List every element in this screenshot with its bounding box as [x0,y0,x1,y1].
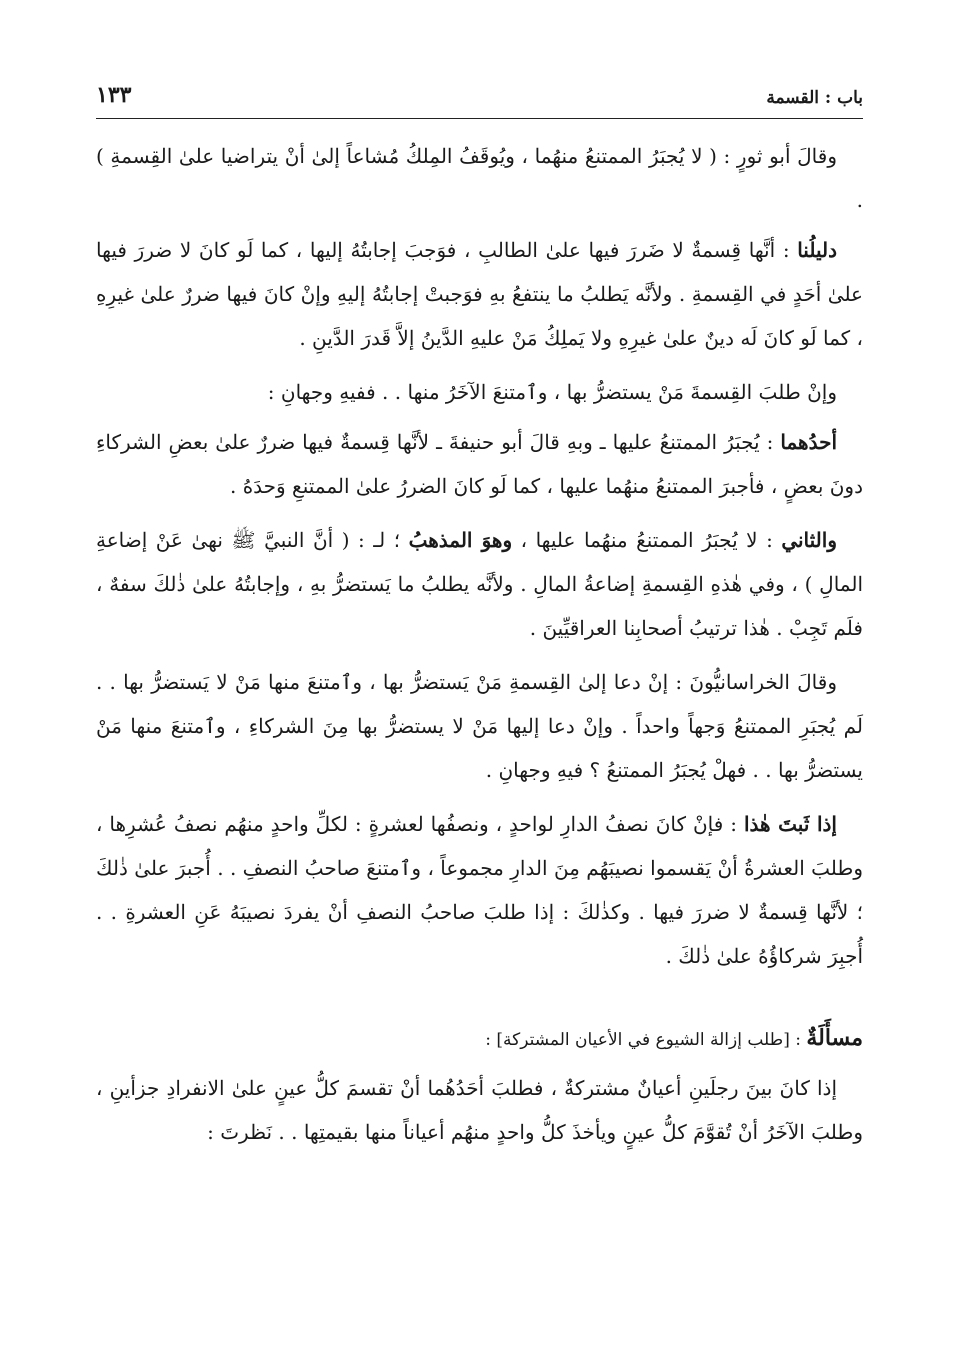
paragraph-lead: أحدُهما [780,430,837,454]
paragraph-text: وقالَ أبو ثورٍ : ( لا يُجبَرُ الممتنعُ منهُما ، ويُوقَفُ المِلكُ مُشاعاً إلىٰ أنْ يتراضيا علىٰ القِسمةِ ) . [96,144,863,212]
paragraph-text: وقالَ الخراسانيُّونَ : إنْ دعا إلىٰ القِسمةِ مَنْ يَستضرُّ بها ، وٱمتنعَ منها مَنْ لا يَستضرُّ بها . . لَم يُجبَرِ الممتنعُ وَجهاً واحداً . وإنْ دعا إليها مَنْ لا يستضرُّ بها مِنَ الشركاءِ ، وٱمتنعَ منها مَنْ يستضرُّ بها . . فهلْ يُجبَرُ الممتنعُ ؟ فيهِ وجهانِ . [96,670,863,782]
paragraph-second-view [96,518,863,650]
paragraph-text: وإنْ طلبَ القِسمةَ مَنْ يستضرُّ بها ، وٱمتنعَ الآخَرُ منها . . ففيهِ وجهانِ : [267,380,837,404]
paragraph-text: : فإنْ كانَ نصفُ الدارِ لواحدٍ ، ونصفُها لعشرةٍ : لكلِّ واحدٍ منهُم نصفُ عُشرِها ، وطلبَ العشرةُ أنْ يَقسموا نصيبَهُم مِنَ الدارِ مجموعاً ، وٱمتنعَ صاحبُ النصفِ . . أُجبرَ علىٰ ذٰلكَ ؛ لأنَّها قِسمةٌ لا ضررَ فيها . وكذٰلكَ : إذا طلبَ صاحبُ النصفِ أنْ يفردَ نصيبَهُ عَنِ العشرةِ . . أُجبِرَ شركاؤُهُ علىٰ ذٰلكَ . [96,812,863,968]
paragraph-two-views [96,370,863,414]
paragraph-first-view [96,420,863,508]
paragraph-text: : أنَّها قِسمةٌ لا ضَررَ فيها علىٰ الطالبِ ، فوَجبَ إجابتُهُ إليها ، كما لَو كانَ لا ضررَ فيها علىٰ أحَدٍ في القِسمةِ . ولأنَّه يَطلبُ ما ينتفعُ بهِ فوَجبتْ إجابتُهُ إليهِ وإنْ كانَ فيها ضررٌ علىٰ غيرِهِ ، كما لَو كانَ لَه دينٌ علىٰ غيرِهِ ولا يَملِكُ مَنْ عليهِ الدَّينُ إلاَّ قَدرَ الدَّينِ . [96,238,863,350]
paragraph-lead: والثاني [781,528,837,552]
page-header [96,82,863,119]
paragraph-lead: إذا ثَبتَ هٰذا [744,812,837,836]
paragraph-masala-text [96,1066,863,1154]
masala-title: : [طلب إزالة الشيوع في الأعيان المشتركة] : [485,1030,807,1050]
paragraph-if-established [96,802,863,978]
paragraph-lead-madhhab: وهوَ المذهبُ [408,528,513,552]
paragraph-khurasaniyun [96,660,863,792]
paragraph-text: إذا كانَ بينَ رجلَينِ أعيانٌ مشتركةٌ ، فطلبَ أحَدُهُما أنْ تقسمَ كلُّ عينٍ علىٰ الانفرادِ جزأينِ ، وطلبَ الآخَرُ أنْ تُقوَّمَ كلُّ عينٍ ويأخذَ كلُّ واحدٍ منهُم أعياناً منها بقيمتِها . . نَظرتَ : [96,1076,863,1144]
paragraph-abu-thawr [96,134,863,222]
masala-label: مسأَلَةٌ [806,1025,863,1051]
paragraph-text: : لا يُجبَرُ الممتنعُ منهُما عليها ، [512,528,782,552]
chapter-title: باب : القسمة [766,88,863,108]
masala-heading [96,1016,863,1062]
paragraph-text: : يُجبَرُ الممتنعُ عليها ـ وبهِ قالَ أبو حنيفةَ ـ لأنَّها قِسمةٌ فيها ضررٌ علىٰ بعضِ الشركاءِ دونَ بعضٍ ، فأجبرَ الممتنعُ منهُما عليها ، كما لَو كانَ الضررُ علىٰ الممتنعِ وَحدَهُ . [96,430,863,498]
paragraph-text-continued: ؛ لـ : ( أنَّ النبيَّ ﷺ نهىٰ عَنْ إضاعةِ المالِ ) ، وفي هٰذهِ القِسمةِ إضاعةُ المالِ . ولأنَّه يطلبُ ما يَستضرُّ بهِ ، وإجابتُهُ علىٰ ذٰلكَ سفهٌ ، فلَم تَجِبْ . هٰذا ترتيبُ أصحابِنا العراقيِّينَ . [96,528,863,640]
page-body [96,134,863,1164]
paragraph-dalil [96,228,863,360]
page-number: ١٣٣ [96,82,132,108]
paragraph-lead: دليلُنا [797,238,837,262]
